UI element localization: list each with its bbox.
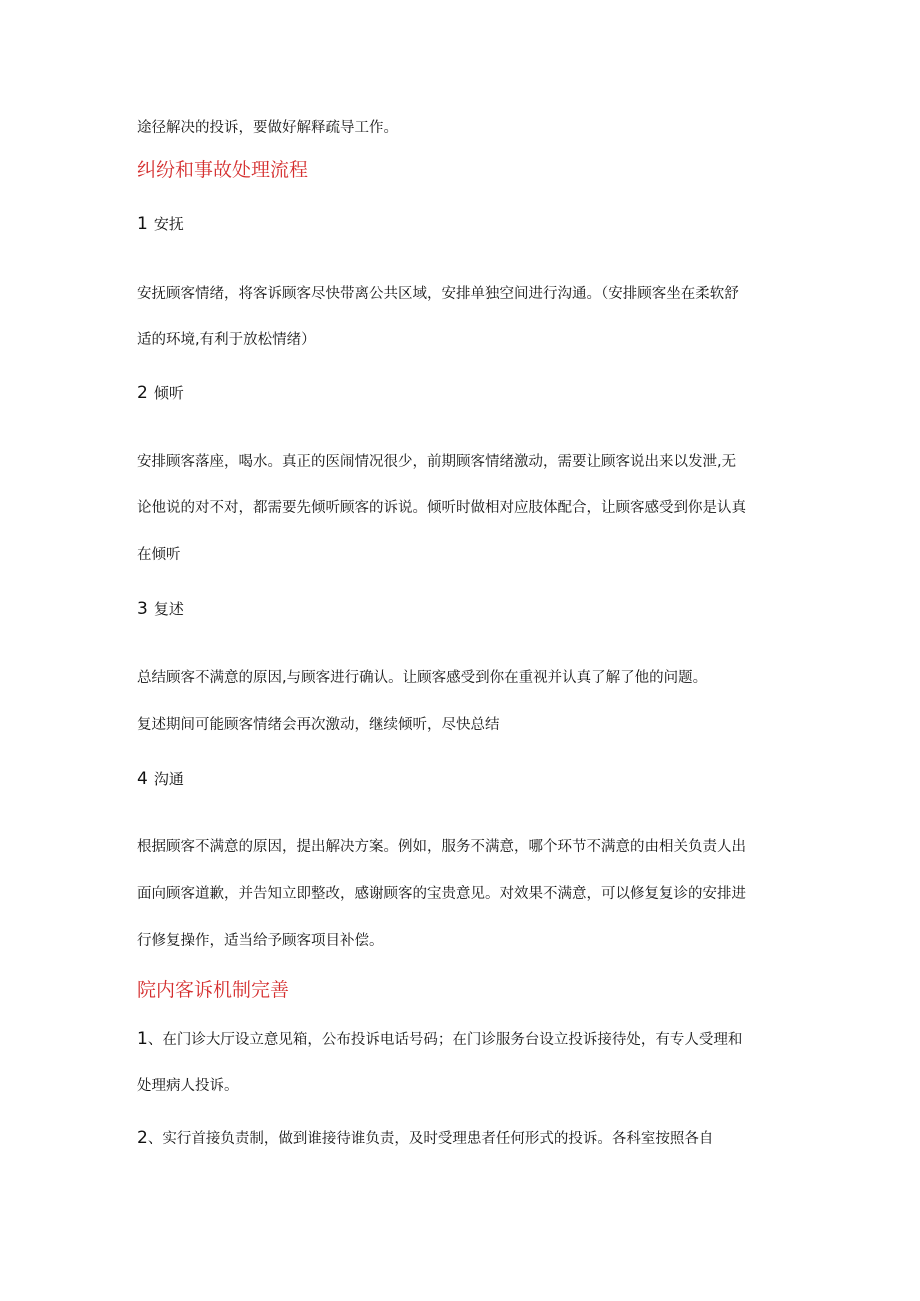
step-1-text-line: 安抚顾客情绪，将客诉顾客尽快带离公共区域，安排单独空间进行沟通。（安排顾客坐在柔软舒 <box>137 286 739 302</box>
step-number: 4 <box>137 769 148 789</box>
step-2-text-line: 安排顾客落座，喝水。真正的医闹情况很少，前期顾客情绪激动，需要让顾客说出来以发泄,无 <box>137 454 737 470</box>
mechanism-item-1-line: 处理病人投诉。 <box>137 1078 239 1094</box>
step-number: 1 <box>137 214 148 234</box>
intro-paragraph-line: 途径解决的投诉，要做好解释疏导工作。 <box>137 120 398 136</box>
section-heading-dispute-process: 纠纷和事故处理流程 <box>137 159 309 181</box>
step-4-text-line: 根据顾客不满意的原因，提出解决方案。例如，服务不满意，哪个环节不满意的由相关负责人出 <box>137 839 746 855</box>
step-number: 3 <box>137 599 148 619</box>
step-heading-4 <box>137 769 184 789</box>
step-title: 沟通 <box>153 770 184 788</box>
step-heading-2 <box>137 383 184 403</box>
step-number: 2 <box>137 383 148 403</box>
step-2-text-line: 论他说的对不对，都需要先倾听顾客的诉说。倾听时做相对应肢体配合，让顾客感受到你是认真 <box>137 500 746 516</box>
mechanism-item-1-line <box>137 1029 742 1050</box>
step-heading-3 <box>137 599 184 619</box>
step-3-text-line: 复述期间可能顾客情绪会再次激动，继续倾听，尽快总结 <box>137 717 500 733</box>
step-title: 复述 <box>153 600 184 618</box>
item-text: 、实行首接负责制，做到谁接待谁负责，及时受理患者任何形式的投诉。各科室按照各自 <box>147 1131 714 1147</box>
step-4-text-line: 面向顾客道歉，并告知立即整改，感谢顾客的宝贵意见。对效果不满意，可以修复复诊的安排进 <box>137 886 746 902</box>
step-heading-1 <box>137 214 184 234</box>
item-text: 、在门诊大厅设立意见箱，公布投诉电话号码；在门诊服务台设立投诉接待处，有专人受理和 <box>147 1032 743 1048</box>
step-title: 倾听 <box>153 384 184 402</box>
item-number: 2 <box>137 1128 148 1148</box>
step-title: 安抚 <box>153 215 184 233</box>
section-heading-complaint-mechanism: 院内客诉机制完善 <box>137 979 290 1001</box>
mechanism-item-2-line <box>137 1128 713 1149</box>
step-4-text-line: 行修复操作，适当给予顾客项目补偿。 <box>137 933 384 949</box>
step-2-text-line: 在倾听 <box>137 547 181 563</box>
step-3-text-line: 总结顾客不满意的原因,与顾客进行确认。让顾客感受到你在重视并认真了解了他的问题。 <box>137 670 708 686</box>
item-number: 1 <box>137 1029 148 1049</box>
step-1-text-line: 适的环境,有利于放松情绪） <box>137 332 316 348</box>
